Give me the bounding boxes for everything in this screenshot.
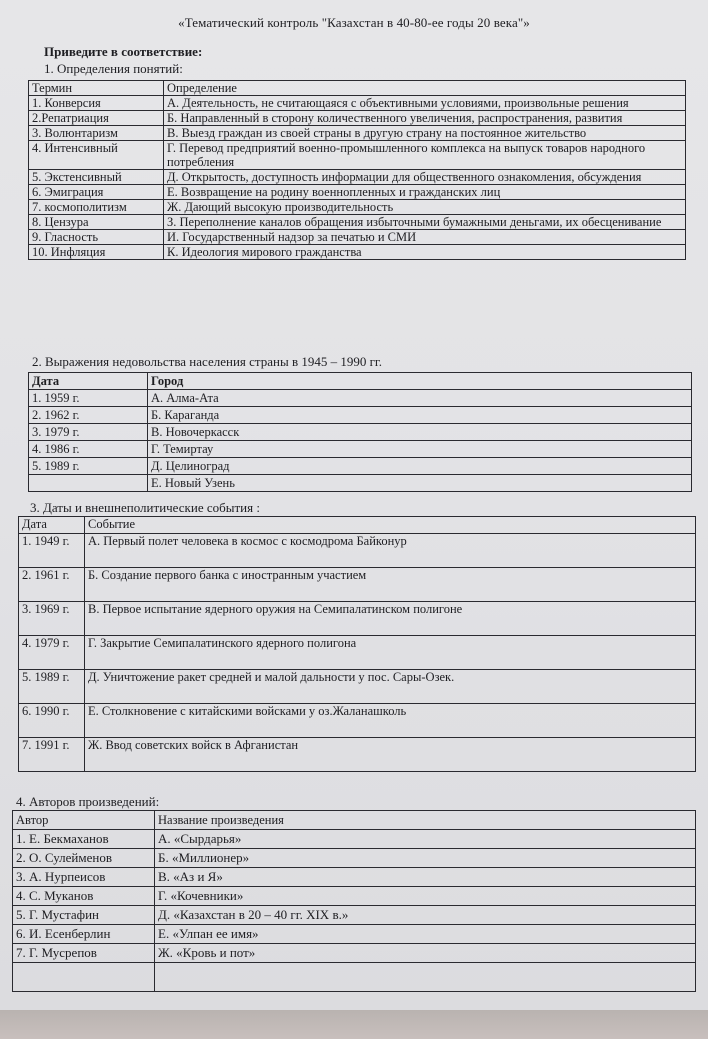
city-cell: Д. Целиноград (148, 458, 692, 475)
term-cell: 5. Экстенсивный (29, 170, 164, 185)
term-cell: 6. Эмиграция (29, 185, 164, 200)
definition-cell: Б. Направленный в сторону количественного увеличения, распространения, развития (164, 111, 686, 126)
table-row (29, 245, 686, 260)
table-row (29, 475, 692, 492)
author-cell: 1. Е. Бекмаханов (13, 830, 155, 849)
table-row (19, 602, 696, 636)
work-cell: А. «Сырдарья» (155, 830, 696, 849)
col-date-header: Дата (29, 373, 148, 390)
definition-cell: К. Идеология мирового гражданства (164, 245, 686, 260)
table-row (19, 738, 696, 772)
date-cell: 2. 1961 г. (19, 568, 85, 602)
col-city-header: Город (148, 373, 692, 390)
date-cell: 1. 1949 г. (19, 534, 85, 568)
table-row-empty (13, 963, 696, 992)
term-cell: 9. Гласность (29, 230, 164, 245)
table-header-row (13, 811, 696, 830)
table-row (29, 407, 692, 424)
author-cell: 3. А. Нурпеисов (13, 868, 155, 887)
table-row (29, 424, 692, 441)
col-date-header: Дата (19, 517, 85, 534)
author-cell: 4. С. Муканов (13, 887, 155, 906)
col-def-header: Определение (164, 81, 686, 96)
table-row (29, 126, 686, 141)
table-row (19, 636, 696, 670)
work-cell: Е. «Улпан ее имя» (155, 925, 696, 944)
date-cell: 2. 1962 г. (29, 407, 148, 424)
definition-cell: Г. Перевод предприятий военно-промышленного комплекса на выпуск товаров народного потребления (164, 141, 686, 170)
section1-heading: 1. Определения понятий: (44, 61, 183, 76)
table-row (13, 944, 696, 963)
work-cell: Б. «Миллионер» (155, 849, 696, 868)
date-cell: 1. 1959 г. (29, 390, 148, 407)
table-row (19, 670, 696, 704)
city-cell: Е. Новый Узень (148, 475, 692, 492)
city-cell: В. Новочеркасск (148, 424, 692, 441)
date-cell: 3. 1969 г. (19, 602, 85, 636)
table-row (29, 458, 692, 475)
document-title: «Тематический контроль "Казахстан в 40-80-ее годы 20 века"» (178, 15, 530, 30)
date-cell (29, 475, 148, 492)
col-work-header: Название произведения (155, 811, 696, 830)
table-row (13, 906, 696, 925)
date-cell: 7. 1991 г. (19, 738, 85, 772)
event-cell: А. Первый полет человека в космос с космодрома Байконур (85, 534, 696, 568)
definition-cell: З. Переполнение каналов обращения избыточными бумажными деньгами, их обесценивание (164, 215, 686, 230)
event-cell: Е. Столкновение с китайскими войсками у оз.Жаланашколь (85, 704, 696, 738)
city-cell: А. Алма-Ата (148, 390, 692, 407)
table-row (29, 200, 686, 215)
section2-table (28, 372, 692, 492)
table-row (29, 230, 686, 245)
col-event-header: Событие (85, 517, 696, 534)
col-term-header: Термин (29, 81, 164, 96)
table-row (29, 111, 686, 126)
table-row (19, 534, 696, 568)
definition-cell: Е. Возвращение на родину военнопленных и гражданских лиц (164, 185, 686, 200)
definition-cell: Д. Открытость, доступность информации для общественного ознакомления, обсуждения (164, 170, 686, 185)
section1-table (28, 80, 686, 260)
event-cell: Г. Закрытие Семипалатинского ядерного полигона (85, 636, 696, 670)
table-row (13, 849, 696, 868)
author-cell: 6. И. Есенберлин (13, 925, 155, 944)
instruction: Приведите в соответствие: (44, 44, 203, 59)
table-row (13, 868, 696, 887)
table-row (13, 925, 696, 944)
city-cell: Б. Караганда (148, 407, 692, 424)
date-cell: 5. 1989 г. (29, 458, 148, 475)
empty-cell (13, 963, 155, 992)
section4-table (12, 810, 696, 992)
table-row (29, 185, 686, 200)
section3-table (18, 516, 696, 772)
section4-heading: 4. Авторов произведений: (16, 794, 160, 809)
col-author-header: Автор (13, 811, 155, 830)
term-cell: 4. Интенсивный (29, 141, 164, 170)
table-row (29, 390, 692, 407)
table-row (29, 441, 692, 458)
term-cell: 8. Цензура (29, 215, 164, 230)
date-cell: 3. 1979 г. (29, 424, 148, 441)
date-cell: 6. 1990 г. (19, 704, 85, 738)
event-cell: В. Первое испытание ядерного оружия на Семипалатинском полигоне (85, 602, 696, 636)
date-cell: 5. 1989 г. (19, 670, 85, 704)
section2-heading: 2. Выражения недовольства населения страны в 1945 – 1990 гг. (32, 354, 383, 369)
term-cell: 10. Инфляция (29, 245, 164, 260)
work-cell: Г. «Кочевники» (155, 887, 696, 906)
table-header-row (29, 81, 686, 96)
author-cell: 2. О. Сулейменов (13, 849, 155, 868)
definition-cell: В. Выезд граждан из своей страны в другую страну на постоянное жительство (164, 126, 686, 141)
table-row (19, 568, 696, 602)
date-cell: 4. 1979 г. (19, 636, 85, 670)
author-cell: 5. Г. Мустафин (13, 906, 155, 925)
table-row (29, 170, 686, 185)
definition-cell: А. Деятельность, не считающаяся с объективными условиями, произвольные решения (164, 96, 686, 111)
definition-cell: Ж. Дающий высокую производительность (164, 200, 686, 215)
table-row (29, 96, 686, 111)
term-cell: 3. Волюнтаризм (29, 126, 164, 141)
work-cell: В. «Аз и Я» (155, 868, 696, 887)
event-cell: Д. Уничтожение ракет средней и малой дальности у пос. Сары-Озек. (85, 670, 696, 704)
date-cell: 4. 1986 г. (29, 441, 148, 458)
table-row (19, 704, 696, 738)
table-row (29, 215, 686, 230)
table-header-row (19, 517, 696, 534)
term-cell: 2.Репатриация (29, 111, 164, 126)
definition-cell: И. Государственный надзор за печатью и СМИ (164, 230, 686, 245)
term-cell: 7. космополитизм (29, 200, 164, 215)
background-surface (0, 1010, 708, 1039)
table-row (13, 887, 696, 906)
city-cell: Г. Темиртау (148, 441, 692, 458)
table-row (29, 141, 686, 170)
event-cell: Ж. Ввод советских войск в Афганистан (85, 738, 696, 772)
section3-heading: 3. Даты и внешнеполитические события : (30, 500, 260, 515)
event-cell: Б. Создание первого банка с иностранным участием (85, 568, 696, 602)
table-header-row (29, 373, 692, 390)
term-cell: 1. Конверсия (29, 96, 164, 111)
work-cell: Д. «Казахстан в 20 – 40 гг. XIX в.» (155, 906, 696, 925)
work-cell: Ж. «Кровь и пот» (155, 944, 696, 963)
empty-cell (155, 963, 696, 992)
table-row (13, 830, 696, 849)
author-cell: 7. Г. Мусрепов (13, 944, 155, 963)
